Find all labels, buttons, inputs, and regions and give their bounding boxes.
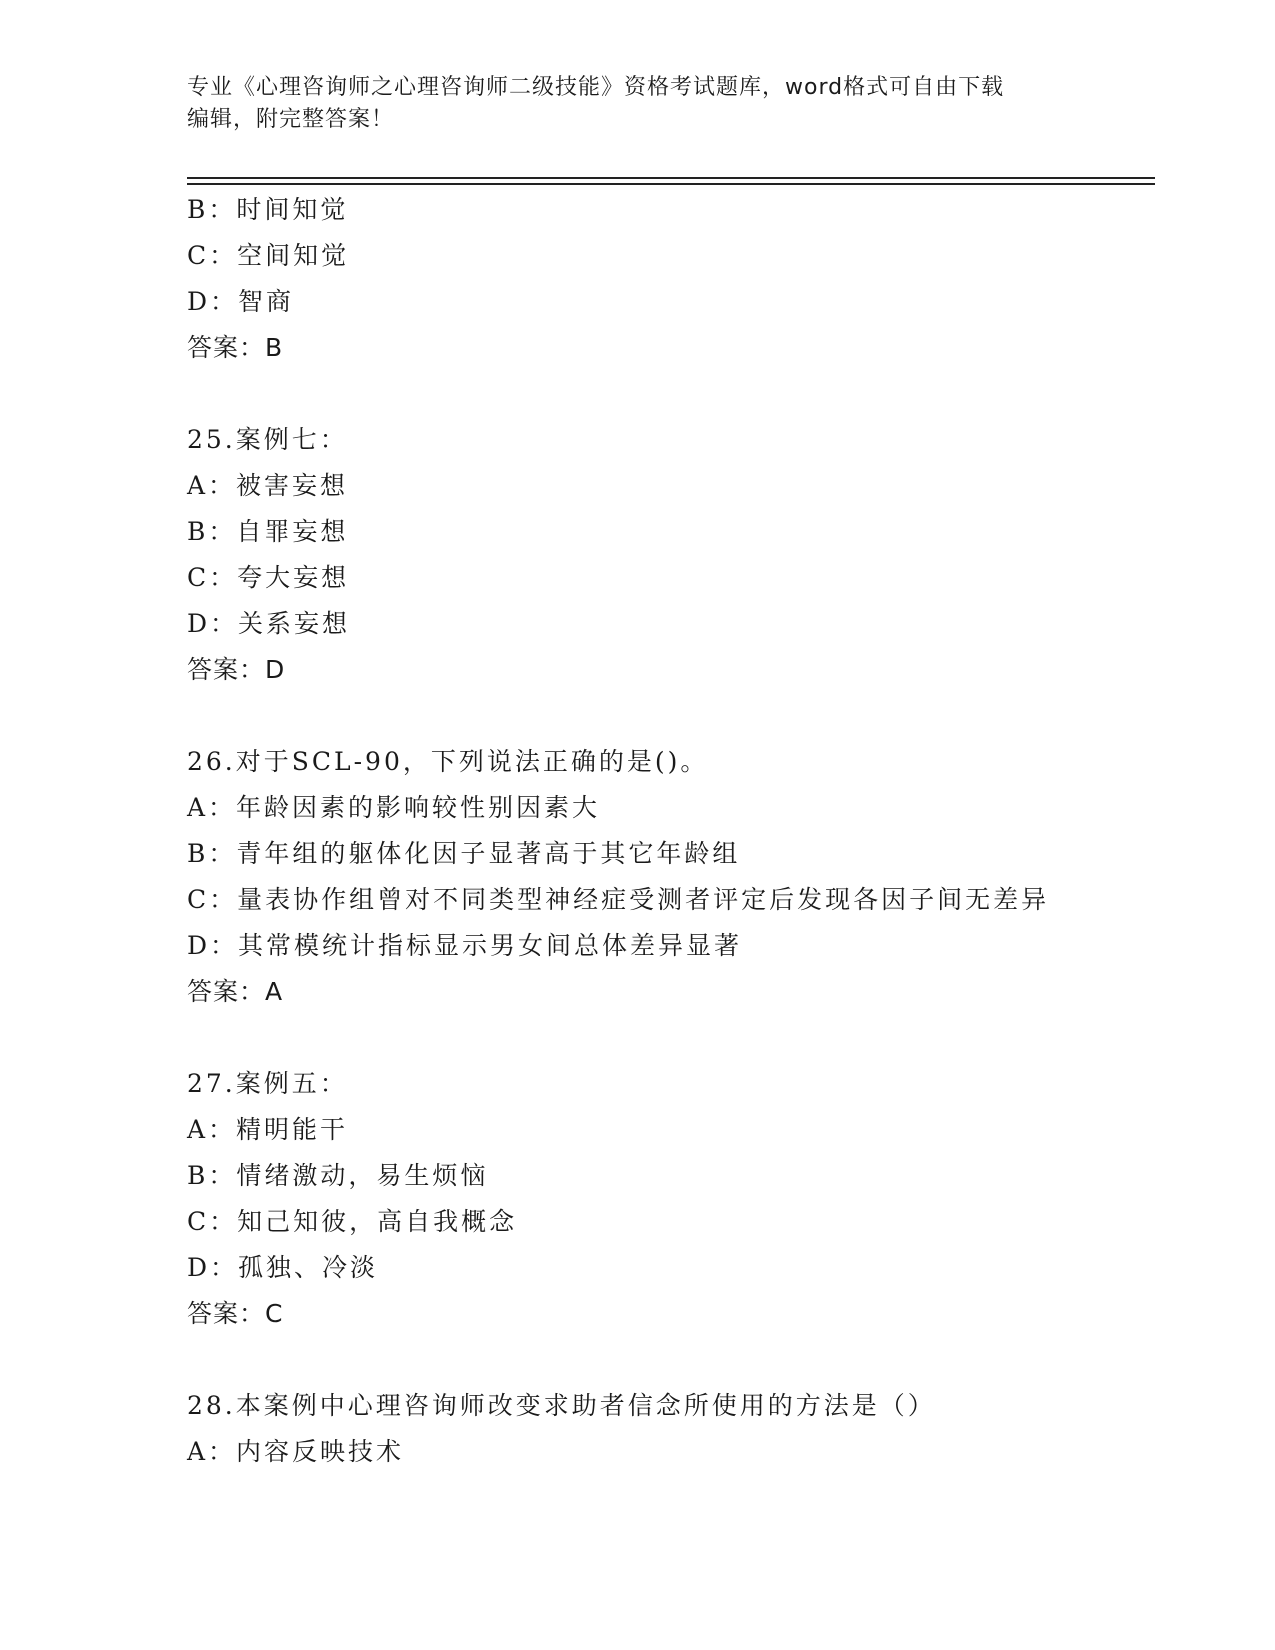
option-d: D：智商 (187, 287, 295, 316)
document-header (187, 72, 1087, 136)
option-d: D：关系妄想 (187, 609, 351, 638)
header-line-1: 专业《心理咨询师之心理咨询师二级技能》资格考试题库，word格式可自由下载 (187, 75, 1005, 100)
option-c: C：夸大妄想 (187, 563, 350, 592)
question-26 (187, 739, 1147, 1015)
question-28 (187, 1383, 1147, 1475)
question-stem: 27.案例五： (187, 1069, 348, 1098)
option-b: B：情绪激动，易生烦恼 (187, 1161, 489, 1190)
header-divider-top (187, 177, 1155, 179)
question-block-continued (187, 187, 1147, 371)
question-25 (187, 417, 1147, 693)
option-a: A：精明能干 (187, 1115, 349, 1144)
option-a: A：被害妄想 (187, 471, 349, 500)
question-stem: 26.对于SCL-90，下列说法正确的是()。 (187, 747, 709, 776)
question-stem: 28.本案例中心理咨询师改变求助者信念所使用的方法是（） (187, 1391, 936, 1420)
answer-line: 答案：A (187, 977, 284, 1006)
header-line-2: 编辑，附完整答案！ (187, 107, 395, 132)
option-c: C：量表协作组曾对不同类型神经症受测者评定后发现各因子间无差异 (187, 885, 1050, 914)
header-divider-bottom (187, 183, 1155, 185)
option-b: B：自罪妄想 (187, 517, 349, 546)
question-stem: 25.案例七： (187, 425, 348, 454)
answer-line: 答案：B (187, 333, 284, 362)
question-list (187, 187, 1147, 1475)
option-b: B：时间知觉 (187, 195, 349, 224)
option-d: D：其常模统计指标显示男女间总体差异显著 (187, 931, 743, 960)
question-27 (187, 1061, 1147, 1337)
option-d: D：孤独、冷淡 (187, 1253, 379, 1282)
answer-line: 答案：C (187, 1299, 284, 1328)
option-c: C：空间知觉 (187, 241, 350, 270)
option-c: C：知己知彼，高自我概念 (187, 1207, 518, 1236)
answer-line: 答案：D (187, 655, 286, 684)
option-b: B：青年组的躯体化因子显著高于其它年龄组 (187, 839, 741, 868)
option-a: A：年龄因素的影响较性别因素大 (187, 793, 601, 822)
option-a: A：内容反映技术 (187, 1437, 405, 1466)
